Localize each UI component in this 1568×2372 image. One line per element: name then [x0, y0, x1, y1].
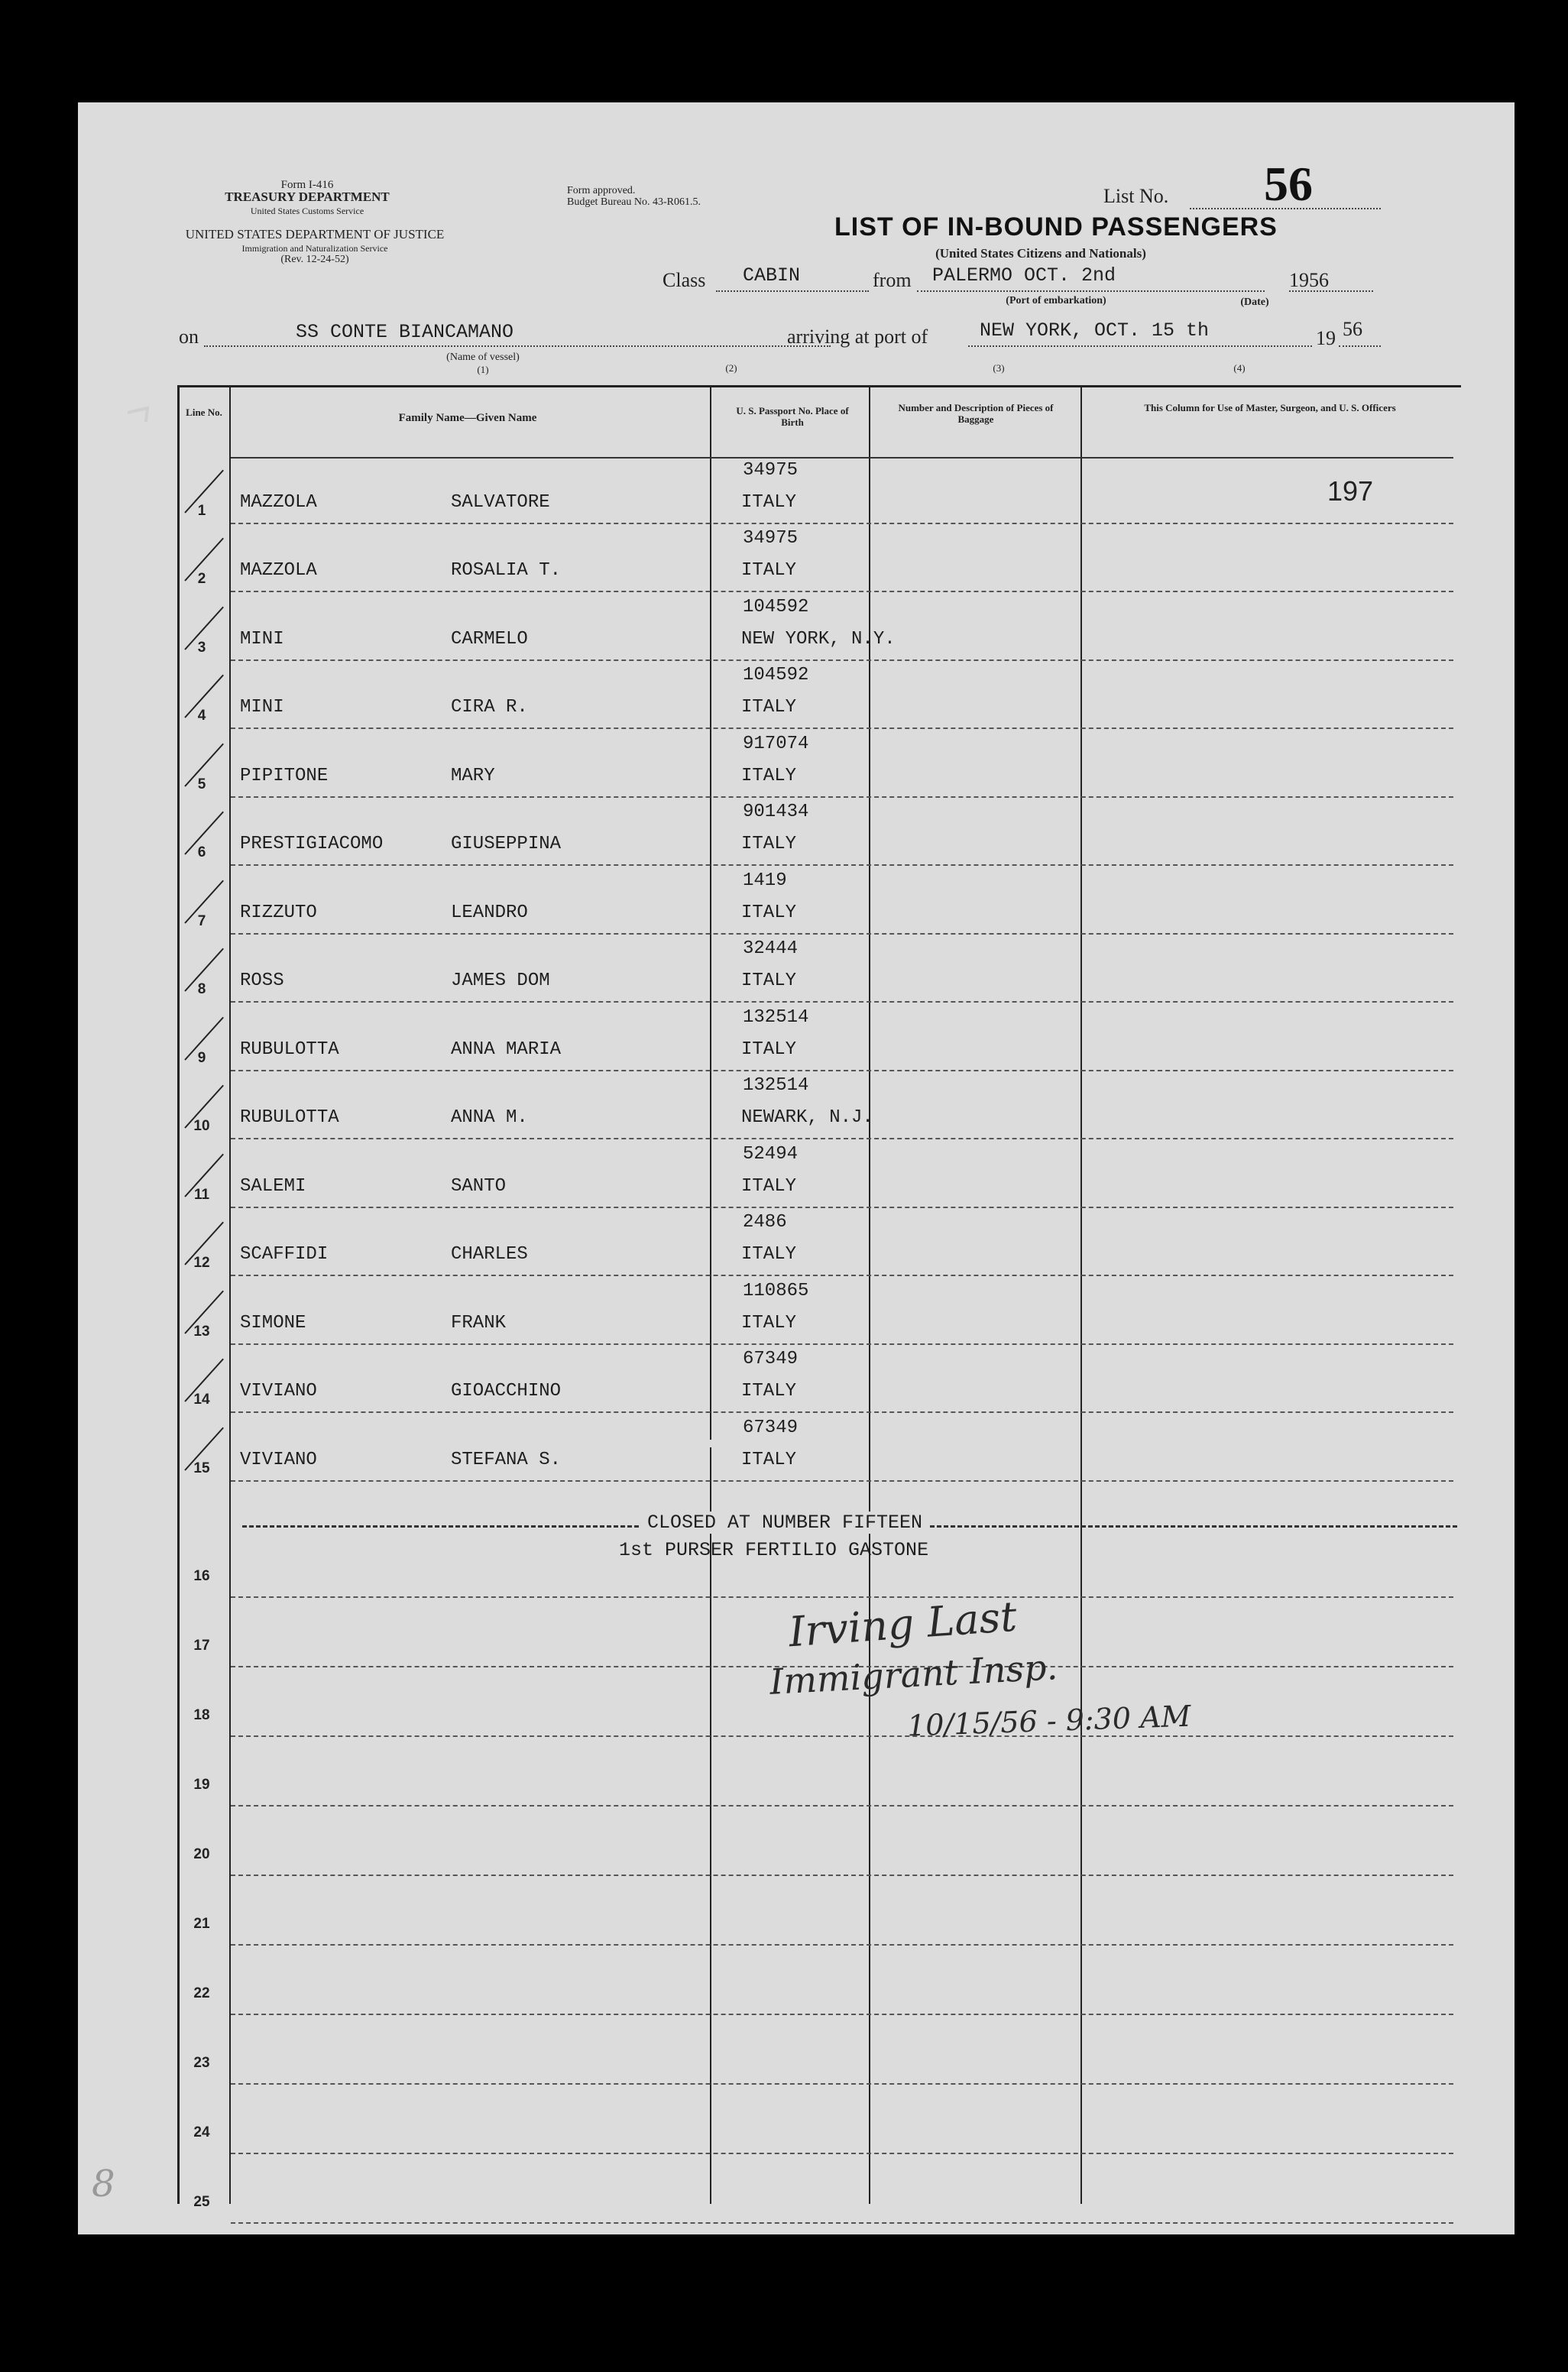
passport-number: 901434: [743, 802, 809, 822]
year-line: [1289, 290, 1373, 292]
page-stamp: 197: [1327, 475, 1374, 507]
port-of-embarkation: PALERMO OCT. 2nd: [932, 264, 1116, 287]
family-name: MAZZOLA: [240, 491, 317, 513]
given-name: ANNA MARIA: [451, 1039, 562, 1060]
from-line: [917, 290, 1265, 292]
table-row: [78, 526, 1515, 595]
line-number: 13: [193, 1323, 210, 1340]
year2-suffix: 56: [1343, 318, 1362, 340]
place-of-birth: ITALY: [741, 765, 797, 786]
margin-mark: 8: [92, 2163, 115, 2205]
line-number: 15: [193, 1460, 210, 1476]
vessel-caption: (Name of vessel): [446, 352, 520, 363]
port-caption: (Port of embarkation): [1006, 295, 1106, 306]
vessel-line: [204, 345, 831, 347]
row-rule: [231, 796, 1453, 798]
line-number: 2: [197, 571, 206, 587]
given-name: ANNA M.: [451, 1107, 528, 1128]
table-top-border: [177, 385, 1461, 387]
table-row: [78, 1141, 1515, 1210]
on-label: on: [179, 326, 199, 348]
place-of-birth: ITALY: [741, 560, 797, 581]
immigration-service: Immigration and Naturalization Service: [241, 243, 388, 254]
place-of-birth: ITALY: [741, 1381, 797, 1401]
arrival-port: NEW YORK, OCT. 15 th: [980, 319, 1210, 342]
table-row: [78, 1414, 1515, 1483]
passport-number: 34975: [743, 528, 799, 549]
row-rule: [231, 1275, 1453, 1276]
given-name: CHARLES: [451, 1244, 528, 1265]
place-of-birth: ITALY: [741, 1312, 797, 1333]
row-rule: [231, 1138, 1453, 1139]
row-rule: [231, 1411, 1453, 1413]
line-number: 9: [197, 1049, 206, 1066]
from-label: from: [873, 269, 912, 291]
table-row: [78, 1004, 1515, 1073]
family-name: SIMONE: [240, 1312, 306, 1333]
passport-number: 52494: [743, 1143, 799, 1165]
place-of-birth: ITALY: [741, 491, 797, 513]
row-rule: [231, 1480, 1453, 1482]
line-number: 23: [193, 2055, 210, 2071]
passport-number: 67349: [743, 1349, 799, 1369]
closed-at-text: CLOSED AT NUMBER FIFTEEN: [640, 1512, 930, 1534]
table-row: [78, 936, 1515, 1005]
row-rule: [231, 727, 1453, 729]
form-approved: Form approved.: [567, 185, 636, 196]
row-rule: [231, 1596, 1453, 1598]
purser-text: 1st PURSER FERTILIO GASTONE: [619, 1539, 929, 1561]
line-number: 17: [193, 1638, 210, 1654]
row-rule: [231, 2014, 1453, 2015]
table-row: [78, 731, 1515, 799]
table-row: [78, 1073, 1515, 1142]
justice-department: UNITED STATES DEPARTMENT OF JUSTICE: [185, 227, 445, 241]
inspector-signature: Irving Last: [787, 1592, 1019, 1657]
family-name: MINI: [240, 697, 284, 718]
line-number: 24: [193, 2124, 210, 2140]
family-name: VIVIANO: [240, 1381, 317, 1401]
place-of-birth: ITALY: [741, 1449, 797, 1470]
place-of-birth: ITALY: [741, 902, 797, 923]
year2-line: [1339, 345, 1381, 347]
passport-number: 34975: [743, 459, 799, 481]
line-number: 8: [197, 981, 206, 997]
table-row: [78, 457, 1515, 526]
row-rule: [231, 1207, 1453, 1208]
family-name: PRESTIGIACOMO: [240, 834, 384, 854]
line-number: 4: [197, 708, 206, 724]
page-title: LIST OF IN-BOUND PASSENGERS: [834, 212, 1278, 241]
line-number: 18: [193, 1707, 210, 1723]
given-name: GIOACCHINO: [451, 1381, 562, 1401]
line-number: 14: [193, 1392, 210, 1408]
row-rule: [231, 591, 1453, 592]
passport-number: 67349: [743, 1417, 799, 1438]
row-rule: [231, 1805, 1453, 1807]
place-of-birth: NEW YORK, N.Y.: [741, 628, 896, 650]
line-number: 1: [197, 502, 206, 519]
year2-prefix: 19: [1316, 327, 1336, 349]
family-name: MINI: [240, 628, 284, 650]
header-line-no: Line No.: [186, 407, 222, 418]
line-number: 3: [197, 639, 206, 656]
header-passport: U. S. Passport No. Place of Birth: [736, 405, 849, 428]
class-line: [716, 290, 869, 292]
passport-number: 132514: [743, 1075, 809, 1096]
place-of-birth: ITALY: [741, 697, 797, 718]
header-name: Family Name—Given Name: [398, 412, 537, 424]
passport-number: 104592: [743, 665, 809, 685]
table-row: [78, 799, 1515, 868]
table-row: [78, 663, 1515, 731]
passport-number: 104592: [743, 596, 809, 617]
row-rule: [231, 1944, 1453, 1946]
family-name: MAZZOLA: [240, 560, 317, 581]
table-row: [78, 1346, 1515, 1415]
given-name: GIUSEPPINA: [451, 834, 562, 854]
vessel-name: SS CONTE BIANCAMANO: [296, 321, 514, 343]
revision-date: (Rev. 12-24-52): [280, 254, 349, 265]
arriving-label: arriving at port of: [787, 326, 928, 348]
passport-number: 110865: [743, 1280, 809, 1301]
table-row: [78, 594, 1515, 663]
row-rule: [231, 933, 1453, 935]
passport-number: 32444: [743, 938, 799, 959]
list-no-label: List No.: [1103, 185, 1169, 207]
family-name: PIPITONE: [240, 765, 329, 786]
family-name: SCAFFIDI: [240, 1244, 329, 1265]
family-name: ROSS: [240, 971, 284, 991]
arrival-line: [968, 345, 1312, 347]
given-name: STEFANA S.: [451, 1449, 562, 1470]
line-number: 11: [193, 1186, 210, 1203]
line-number: 16: [193, 1568, 210, 1584]
inspector-title: Immigrant Insp.: [768, 1646, 1059, 1703]
row-rule: [231, 2083, 1453, 2085]
row-rule: [231, 659, 1453, 661]
passport-number: 917074: [743, 733, 809, 754]
family-name: RUBULOTTA: [240, 1039, 339, 1060]
row-rule: [231, 1001, 1453, 1003]
line-number: 5: [197, 776, 206, 792]
place-of-birth: ITALY: [741, 834, 797, 854]
given-name: CARMELO: [451, 628, 528, 650]
given-name: LEANDRO: [451, 902, 528, 923]
row-rule: [231, 1070, 1453, 1071]
given-name: SALVATORE: [451, 491, 550, 513]
row-rule: [231, 1875, 1453, 1876]
line-number: 12: [193, 1255, 210, 1271]
row-rule: [231, 2153, 1453, 2154]
given-name: CIRA R.: [451, 697, 528, 718]
budget-bureau: Budget Bureau No. 43-R061.5.: [567, 196, 701, 208]
line-number: 19: [193, 1777, 210, 1793]
line-number: 20: [193, 1846, 210, 1862]
page-subtitle: (United States Citizens and Nationals): [935, 246, 1146, 261]
line-number: 25: [193, 2194, 210, 2210]
treasury-department: TREASURY DEPARTMENT: [225, 190, 390, 204]
line-number: 7: [197, 912, 206, 929]
given-name: SANTO: [451, 1175, 507, 1197]
table-row: [78, 1210, 1515, 1278]
line-number: 22: [193, 1985, 210, 2001]
date-caption: (Date): [1240, 296, 1269, 308]
year-label: 1956: [1289, 269, 1329, 291]
row-rule: [231, 1343, 1453, 1345]
passport-number: 132514: [743, 1006, 809, 1028]
place-of-birth: ITALY: [741, 971, 797, 991]
family-name: VIVIANO: [240, 1449, 317, 1470]
line-number: 6: [197, 844, 206, 860]
form-number: Form I-416: [280, 179, 334, 191]
table-row: [78, 1278, 1515, 1346]
list-number: 56: [1264, 157, 1313, 211]
header-officers: This Column for Use of Master, Surgeon, and U. S. Officers: [1144, 402, 1396, 413]
class-label: Class: [663, 269, 706, 291]
given-name: MARY: [451, 765, 495, 786]
class-value: CABIN: [743, 264, 801, 287]
given-name: JAMES DOM: [451, 971, 550, 991]
inspection-datetime: 10/15/56 - 9:30 AM: [906, 1699, 1192, 1743]
place-of-birth: ITALY: [741, 1039, 797, 1060]
line-number: 21: [193, 1916, 210, 1932]
caption-col-4: (4): [1233, 362, 1246, 374]
caption-col-3: (3): [993, 362, 1005, 374]
given-name: FRANK: [451, 1312, 507, 1333]
place-of-birth: NEWARK, N.J.: [741, 1107, 873, 1128]
customs-service: United States Customs Service: [250, 206, 364, 216]
passport-number: 2486: [743, 1212, 787, 1233]
family-name: SALEMI: [240, 1175, 306, 1197]
line-number: 10: [193, 1118, 210, 1134]
place-of-birth: ITALY: [741, 1244, 797, 1265]
row-rule: [231, 1735, 1453, 1737]
passport-number: 1419: [743, 870, 787, 891]
row-rule: [231, 523, 1453, 524]
family-name: RUBULOTTA: [240, 1107, 339, 1128]
row-rule: [231, 2222, 1453, 2224]
given-name: ROSALIA T.: [451, 560, 562, 581]
family-name: RIZZUTO: [240, 902, 317, 923]
margin-tick-icon: [126, 405, 157, 428]
caption-col-2: (2): [725, 362, 737, 374]
table-row: [78, 867, 1515, 936]
manifest-page: [78, 102, 1515, 2234]
place-of-birth: ITALY: [741, 1175, 797, 1197]
caption-col-1: (1): [477, 364, 489, 375]
row-rule: [231, 864, 1453, 866]
header-baggage: Number and Description of Pieces of Baggage: [898, 402, 1054, 425]
